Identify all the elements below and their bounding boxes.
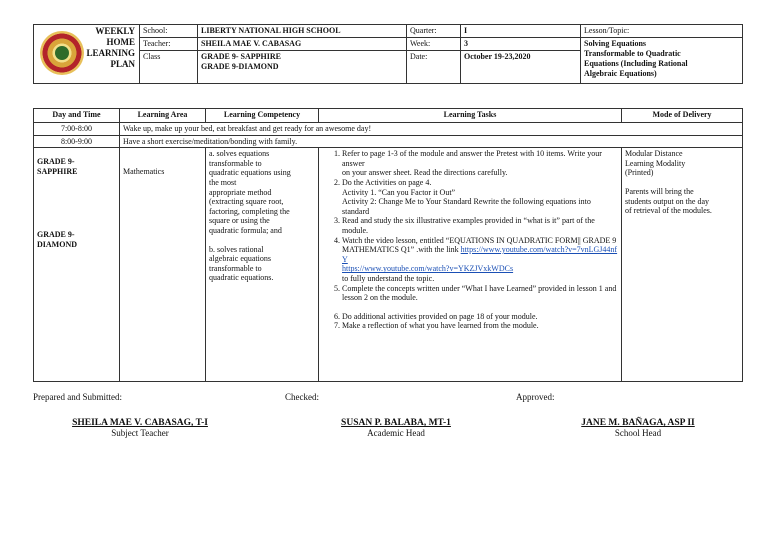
task-item-2: 2. Do the Activities on page 4. Activity 1. “Can you Factor it Out” Activity 2: Change Me to Your Standard Rewrite the following equations into standard [342,178,618,216]
topic-value: Solving Equations Transformable to Quadratic Equations (Including Rational Algebraic Equations) [581,38,743,84]
col-header-tasks: Learning Tasks [319,109,622,123]
grade-sections-cell [34,148,120,382]
learning-plan-table [33,108,743,382]
quarter-label: Quarter: [407,25,461,38]
competency-b: b. solves rational algebraic equations transformable to quadratic equations. [209,244,274,283]
checked-label: Checked: [285,392,319,402]
col-header-mode: Mode of Delivery [622,109,743,123]
row2-time: 8:00-9:00 [34,135,120,148]
task-item-6: 6. Do additional activities provided on page 18 of your module. [342,312,618,322]
mode-modality: Modular Distance Learning Modality (Printed) [625,149,686,178]
school-head-name: JANE M. BAÑAGA, ASP II [581,418,695,428]
competency-a: a. solves equations transformable to quadratic equations using the most appropriate method (extracting square root, factoring, completing the square or using the quadratic formula; and [209,149,291,235]
task-item-7: 7. Make a reflection of what you have learned from the module. [342,321,618,331]
school-seal-logo [40,31,84,75]
header-table [33,24,743,84]
video-link-1[interactable]: https://www.youtube.com/watch?v=7vnLGJ44nfY [342,245,618,264]
school-value: LIBERTY NATIONAL HIGH SCHOOL [198,25,407,38]
teacher-label: Teacher: [140,38,198,51]
competency-cell [206,148,319,382]
learning-area-value: Mathematics [123,167,165,177]
row1-activity: Wake up, make up your bed, eat breakfast and get ready for an awesome day! [120,123,743,136]
grade-sapphire: GRADE 9- SAPPHIRE [37,157,78,176]
quarter-value: I [461,25,581,38]
date-value: October 19-23,2020 [461,51,581,84]
signature-block-academic-head [296,418,496,438]
teacher-value: SHEILA MAE V. CABASAG [198,38,407,51]
signature-block-teacher [40,418,240,438]
task-item-4: 4. Watch the video lesson, entitled “EQUATIONS IN QUADRATIC FORM|| GRADE 9 MATHEMATICS Q1” .with the link https://www.youtube.com/watch?v=7vnLGJ44nfY https://www.youtube.com/watch?v=YKZJVxkWDCs to fully understand the topic. [342,236,618,284]
week-label: Week: [407,38,461,51]
teacher-signature-title: Subject Teacher [111,428,169,438]
topic-label: Lesson/Topic: [581,25,743,38]
mode-parents-note: Parents will bring the students output on the day of retrieval of the modules. [625,186,712,216]
logo-title-cell [34,25,140,84]
row1-time: 7:00-8:00 [34,123,120,136]
tasks-cell [319,148,622,382]
col-header-day-time: Day and Time [34,109,120,123]
task-item-5: 5. Complete the concepts written under “What I have Learned” provided in lesson 1 and lesson 2 on the module. [342,284,618,303]
school-head-title: School Head [614,428,662,438]
task-item-3: 3. Read and study the six illustrative examples provided in “what is it” part of the module. [342,216,618,235]
school-label: School: [140,25,198,38]
mode-cell [622,148,743,382]
prepared-label: Prepared and Submitted: [33,392,122,402]
video-link-2[interactable]: https://www.youtube.com/watch?v=YKZJVxkWDCs [342,264,514,274]
class-label: Class [140,51,198,84]
date-label: Date: [407,51,461,84]
plan-title: WEEKLY HOME LEARNING PLAN [86,26,135,69]
col-header-competency: Learning Competency [206,109,319,123]
grade-diamond: GRADE 9- DIAMOND [37,230,77,249]
task-item-1: 1. Refer to page 1-3 of the module and answer the Pretest with 10 items. Write your answer on your answer sheet. Read the directions carefully. [342,149,618,178]
academic-head-title: Academic Head [367,428,425,438]
week-value: 3 [461,38,581,51]
col-header-learning-area: Learning Area [120,109,206,123]
row2-activity: Have a short exercise/meditation/bonding with family. [120,135,743,148]
approved-label: Approved: [516,392,555,402]
academic-head-name: SUSAN P. BALABA, MT-1 [341,418,451,428]
teacher-signature-name: SHEILA MAE V. CABASAG, T-I [72,418,208,428]
class-value: GRADE 9- SAPPHIRE GRADE 9-DIAMOND [198,51,407,84]
signature-block-school-head [538,418,738,438]
learning-area-cell [120,148,206,382]
